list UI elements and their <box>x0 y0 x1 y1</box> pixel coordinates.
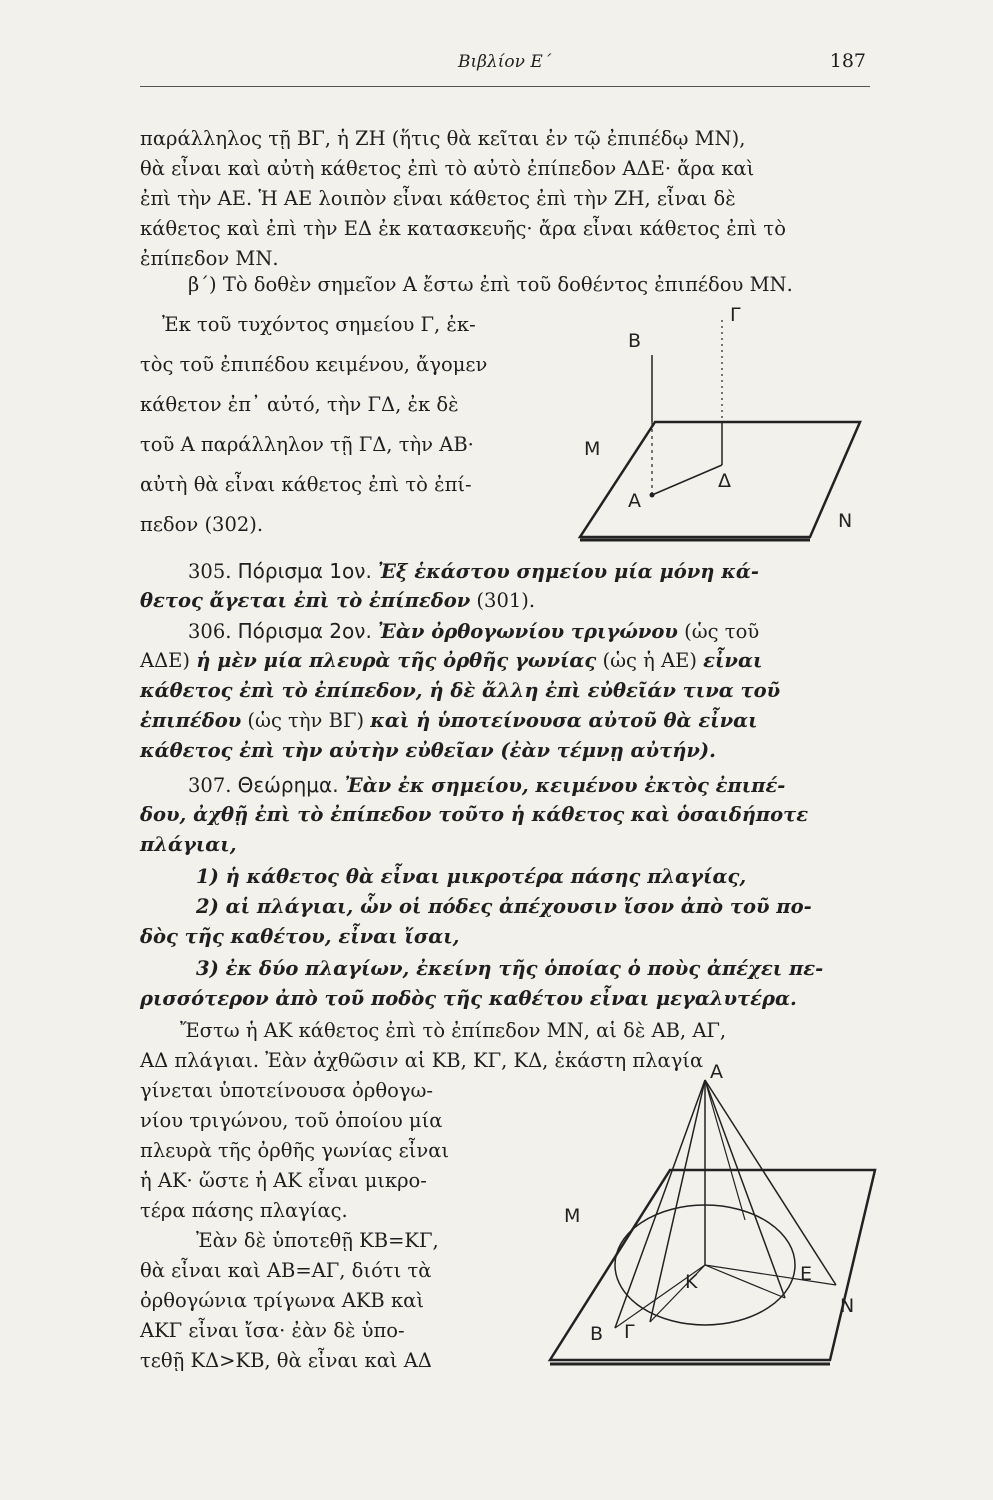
para-number: 307. <box>188 774 238 797</box>
text-line: β΄) Τὸ δοθὲν σημεῖον Α ἔστω ἐπὶ τοῦ δοθέντος ἐπιπέδου ΜΝ. <box>188 273 793 296</box>
label-k: K <box>685 1271 698 1293</box>
corollary-text: Ἐὰν ὀρθογωνίου τριγώνου <box>378 620 678 643</box>
text-line: θὰ εἶναι καὶ αὐτὴ κάθετος ἐπὶ τὸ αὐτὸ ἐπίπεδον ΑΔΕ· ἄρα καὶ <box>140 157 755 180</box>
para-number: 305. <box>188 560 238 583</box>
label-m: M <box>584 438 601 460</box>
text-line: τὸς τοῦ ἐπιπέδου κειμένου, ἄγομεν <box>140 353 488 376</box>
text-line: κάθετος ἐπὶ τὸ ἐπίπεδον, ἡ δὲ ἄλλη ἐπὶ εὐθεῖάν τινα τοῦ <box>140 679 781 702</box>
corollary-306 <box>188 616 759 647</box>
text-line: πλάγιαι, <box>140 833 237 856</box>
label-a: A <box>710 1061 723 1083</box>
label-d: Δ <box>718 470 731 492</box>
label-n: N <box>838 510 853 532</box>
note: (ὡς τὴν ΒΓ) <box>241 709 371 732</box>
corollary-text: ἡ μὲν μία πλευρὰ τῆς ὀρθῆς γωνίας <box>196 649 597 672</box>
text-line: δὸς τῆς καθέτου, εἶναι ἴσαι, <box>140 925 460 948</box>
label-n: N <box>840 1295 855 1317</box>
text-line <box>140 646 762 676</box>
text-line <box>140 706 758 736</box>
text-line: πλευρὰ τῆς ὀρθῆς γωνίας εἶναι <box>140 1139 450 1162</box>
page-header <box>140 46 870 87</box>
corollary-305 <box>188 556 759 587</box>
text-line: γίνεται ὑποτείνουσα ὀρθογω- <box>140 1079 433 1102</box>
running-title: Βιβλίον Ε΄ <box>458 52 552 72</box>
para-number: 306. <box>188 620 238 643</box>
page-number: 187 <box>829 50 866 72</box>
label-g: Γ <box>624 1321 635 1343</box>
theorem-307 <box>188 770 785 801</box>
text-line: Ἐκ τοῦ τυχόντος σημείου Γ, ἐκ- <box>162 313 476 336</box>
text-line: κάθετος καὶ ἐπὶ τὴν ΕΔ ἐκ κατασκευῆς· ἄρα εἶναι κάθετος ἐπὶ τὸ <box>140 217 786 240</box>
figure-perpendicular-and-obliques <box>540 1060 880 1400</box>
theorem-item-3: 3) ἐκ δύο πλαγίων, ἐκείνη τῆς ὁποίας ὁ ποὺς ἀπέχει πε- <box>196 957 824 980</box>
text-line: ρισσότερον ἀπὸ τοῦ ποδὸς τῆς καθέτου εἶναι μεγαλυτέρα. <box>140 987 797 1010</box>
text-line: ὀρθογώνια τρίγωνα ΑΚΒ καὶ <box>140 1289 424 1312</box>
text-line: τοῦ Α παράλληλον τῇ ΓΔ, τὴν ΑΒ· <box>140 433 474 456</box>
corollary-heading: Πόρισμα 1ον. <box>237 559 372 583</box>
text-line: παράλληλος τῇ ΒΓ, ἡ ΖΗ (ἥτις θὰ κεῖται ἐν τῷ ἐπιπέδῳ ΜΝ), <box>140 127 746 150</box>
text-line: ἐπίπεδον ΜΝ. <box>140 247 279 270</box>
text-line: Ἐὰν δὲ ὑποτεθῇ ΚΒ=ΚΓ, <box>196 1229 439 1252</box>
label-b: B <box>590 1323 604 1345</box>
theorem-heading: Θεώρημα. <box>237 773 339 797</box>
corollary-text: εἶναι <box>703 649 763 672</box>
note: (ὡς ἡ ΑΕ) <box>596 649 704 672</box>
text-line: δου, ἀχθῇ ἐπὶ τὸ ἐπίπεδον τοῦτο ἡ κάθετος καὶ ὁσαιδήποτε <box>140 803 809 826</box>
corollary-text: θετος ἄγεται ἐπὶ τὸ ἐπίπεδον <box>140 589 471 612</box>
text-line: πεδον (302). <box>140 513 264 536</box>
text-line: ΑΚΓ εἶναι ἴσα· ἐὰν δὲ ὑπο- <box>140 1319 405 1342</box>
figure-plane-parallel-perpendiculars <box>570 295 880 545</box>
text-line: κάθετος ἐπὶ τὴν αὐτὴν εὐθεῖαν (ἐὰν τέμνῃ αὐτήν). <box>140 739 716 762</box>
text-line: κάθετον ἐπ᾽ αὐτό, τὴν ΓΔ, ἐκ δὲ <box>140 393 459 416</box>
theorem-item-1: 1) ἡ κάθετος θὰ εἶναι μικροτέρα πάσης πλαγίας, <box>196 865 747 888</box>
text-line: θὰ εἶναι καὶ ΑΒ=ΑΓ, διότι τὰ <box>140 1259 432 1282</box>
corollary-text: ἐπιπέδου <box>140 709 242 732</box>
text-line: Ἔστω ἡ ΑΚ κάθετος ἐπὶ τὸ ἐπίπεδον ΜΝ, αἱ δὲ ΑΒ, ΑΓ, <box>180 1019 727 1042</box>
corollary-text: Ἐξ ἑκάστου σημείου μία μόνη κά- <box>378 560 759 583</box>
note: ΑΔΕ) <box>140 649 197 672</box>
corollary-text: καὶ ἡ ὑποτείνουσα αὐτοῦ θὰ εἶναι <box>370 709 758 732</box>
text-line: αὐτὴ θὰ εἶναι κάθετος ἐπὶ τὸ ἐπί- <box>140 473 472 496</box>
label-g: Γ <box>730 304 741 326</box>
label-m: M <box>564 1205 581 1227</box>
label-a: A <box>628 490 641 512</box>
label-b: B <box>628 330 642 352</box>
text-line <box>140 586 535 616</box>
note: (ὡς τοῦ <box>677 620 760 643</box>
text-line: τέρα πάσης πλαγίας. <box>140 1199 348 1222</box>
text-line: ΑΔ πλάγιαι. Ἐὰν ἀχθῶσιν αἱ ΚΒ, ΚΓ, ΚΔ, ἑκάστη πλαγία <box>140 1049 704 1072</box>
text-line: ἐπὶ τὴν ΑΕ. Ἡ ΑΕ λοιπὸν εἶναι κάθετος ἐπὶ τὴν ΖΗ, εἶναι δὲ <box>140 187 736 210</box>
theorem-item-2: 2) αἱ πλάγιαι, ὧν οἱ πόδες ἀπέχουσιν ἴσον ἀπὸ τοῦ πο- <box>196 895 812 918</box>
text-line: νίου τριγώνου, τοῦ ὁποίου μία <box>140 1109 443 1132</box>
corollary-heading: Πόρισμα 2ον. <box>237 619 372 643</box>
text-line: τεθῇ ΚΔ>ΚΒ, θὰ εἶναι καὶ ΑΔ <box>140 1349 432 1372</box>
theorem-text: Ἐὰν ἐκ σημείου, κειμένου ἐκτὸς ἐπιπέ- <box>344 774 786 797</box>
reference: (301). <box>470 589 536 612</box>
label-e: E <box>800 1263 813 1285</box>
text-line: ἡ ΑΚ· ὥστε ἡ ΑΚ εἶναι μικρο- <box>140 1169 427 1192</box>
